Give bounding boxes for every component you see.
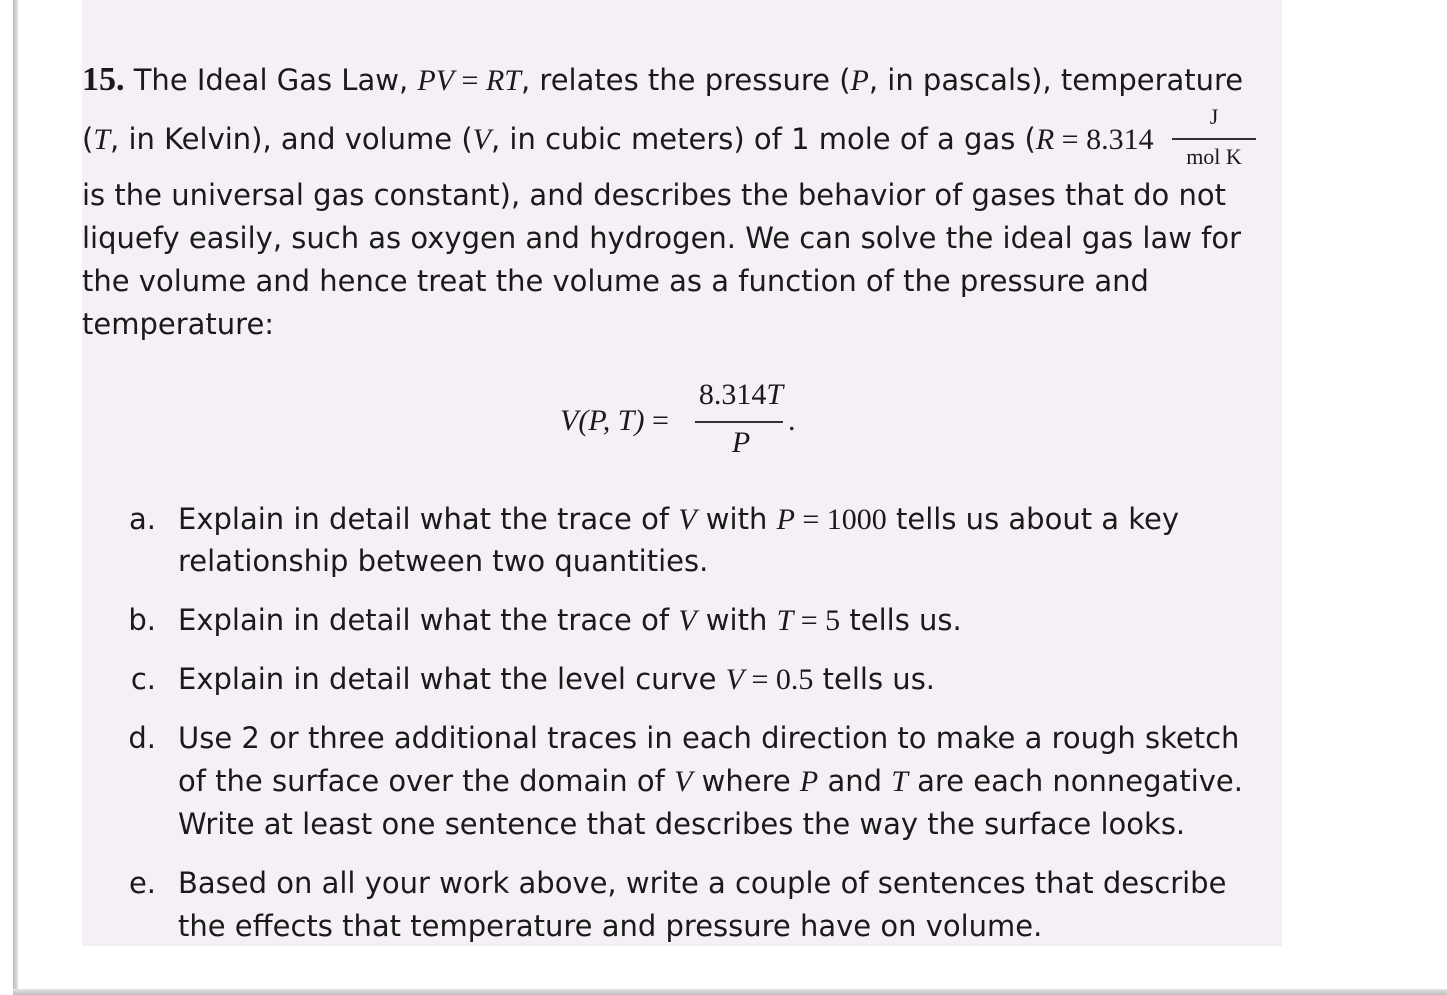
gas-constant-unit-fraction <box>1168 104 1260 170</box>
item-e-line-2: the effects that temperature and pressure have on volume. <box>178 909 1043 943</box>
item-d-line-2: of the surface over the domain of V where P and T are each nonnegative. <box>178 764 1243 798</box>
problem-line-4: liquefy easily, such as oxygen and hydrogen. We can solve the ideal gas law for <box>82 221 1242 255</box>
problem-line-6: temperature: <box>82 307 275 341</box>
item-e-label: e. <box>128 866 156 900</box>
item-a-line-2: relationship between two quantities. <box>178 544 709 578</box>
problem-line-2: (T, in Kelvin), and volume (V, in cubic meters) of 1 mole of a gas (R = 8.314 <box>82 122 1154 156</box>
unit-numerator: J <box>1209 104 1219 129</box>
unit-denominator: mol K <box>1186 144 1242 169</box>
item-d-line-1: Use 2 or three additional traces in each direction to make a rough sketch <box>178 721 1240 755</box>
equation-fraction-bar <box>695 421 783 423</box>
equation-fraction <box>695 378 787 468</box>
problem-line-5: the volume and hence treat the volume as a function of the pressure and <box>82 264 1149 298</box>
equation-numerator: 8.314T <box>698 378 784 411</box>
item-c-line-1: Explain in detail what the level curve V = 0.5 tells us. <box>178 662 936 696</box>
problem-line-3: is the universal gas constant), and describes the behavior of gases that do not <box>82 178 1226 212</box>
item-b-line-1: Explain in detail what the trace of V with T = 5 tells us. <box>178 603 962 637</box>
item-a-line-1: Explain in detail what the trace of V with P = 1000 tells us about a key <box>178 502 1180 536</box>
problem-line-1: 15. The Ideal Gas Law, PV = RT, relates the pressure (P, in pascals), temperature <box>82 61 1244 98</box>
equation-denominator: P <box>731 426 751 459</box>
page-bottom-border <box>13 989 1447 995</box>
page-left-border <box>13 0 18 995</box>
item-d-line-3: Write at least one sentence that describes the way the surface looks. <box>178 807 1186 841</box>
item-e-line-1: Based on all your work above, write a couple of sentences that describe <box>178 866 1227 900</box>
item-a-label: a. <box>129 502 156 536</box>
unit-fraction-bar <box>1172 138 1256 140</box>
problem-number: 15. <box>82 61 125 98</box>
equation-lhs: V(P, T) = <box>560 404 669 437</box>
item-c-label: c. <box>130 662 156 696</box>
equation-period: . <box>788 404 796 437</box>
item-b-label: b. <box>128 603 156 637</box>
item-d-label: d. <box>128 721 156 755</box>
